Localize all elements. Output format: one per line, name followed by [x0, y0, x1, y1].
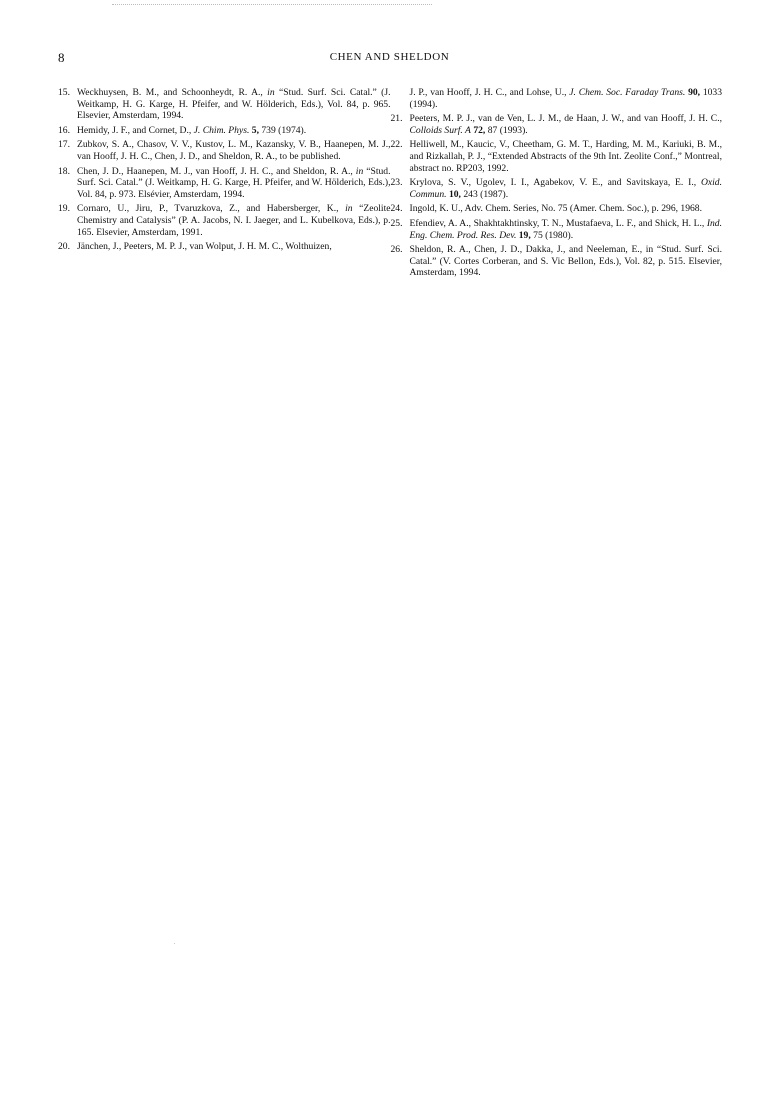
reference-text-segment: Oxid. Commun.: [409, 177, 722, 200]
page-number: 8: [58, 50, 65, 65]
reference-text-segment: Helliwell, M., Kaucic, V., Cheetham, G. M. T., Harding, M. M., Kariuki, B. M., and Rizkallah, P. J., “Extended Abstracts of the 9th Int. Zeolite Conf.,” Montreal, abstract no. RP203, 1992.: [409, 139, 722, 174]
reference-number: 21.: [390, 113, 403, 125]
reference-text-segment: Chen, J. D., Haanepen, M. J., van Hooff, J. H. C., and Sheldon, R. A.,: [77, 165, 356, 177]
reference-entry: [391, 203, 723, 215]
reference-text-segment: Sheldon, R. A., Chen, J. D., Dakka, J., and Neeleman, E., in “Stud. Surf. Sci. Catal.” (V. Cortes Corberan, and S. Vic Bellon, Eds.), Vol. 82, p. 515. Elsevier, Amsterdam, 1994.: [409, 244, 722, 279]
reference-number: 26.: [390, 244, 403, 256]
reference-number: 18.: [58, 165, 70, 177]
reference-text-segment: in: [355, 165, 364, 177]
reference-number: 16.: [58, 124, 70, 136]
reference-text-segment: 10,: [448, 188, 461, 200]
reference-entry: [58, 125, 391, 137]
reference-text-segment: J. P., van Hooff, J. H. C., and Lohse, U.,: [409, 87, 570, 98]
reference-text-segment: 72,: [473, 124, 486, 136]
reference-entry: [58, 139, 391, 162]
reference-columns: [58, 87, 722, 282]
reference-entry: [391, 244, 723, 279]
reference-text-segment: 739 (1974).: [258, 124, 307, 136]
reference-entry: [391, 218, 723, 241]
reference-entry: [58, 241, 391, 253]
reference-text-segment: 75 (1980).: [530, 229, 574, 241]
reference-continuation: [391, 87, 723, 110]
reference-number: 23.: [390, 177, 403, 189]
reference-text-segment: 1033 (1994).: [409, 87, 723, 110]
reference-text-segment: Ingold, K. U., Adv. Chem. Series, No. 75 (Amer. Chem. Soc.), p. 296, 1968.: [409, 203, 702, 215]
reference-number: 15.: [58, 87, 70, 98]
reference-entry: [58, 166, 391, 201]
reference-text-segment: Krylova, S. V., Ugolev, I. I., Agabekov, V. E., and Savitskaya, E. I.,: [409, 177, 701, 189]
reference-text-segment: Weckhuysen, B. M., and Schoonheydt, R. A.,: [77, 87, 268, 98]
reference-text-segment: 87 (1993).: [485, 124, 528, 136]
running-head: CHEN AND SHELDON: [329, 51, 450, 63]
reference-entry: [391, 139, 723, 174]
scan-speck: [174, 943, 175, 944]
reference-text-segment: Ind. Eng. Chem. Prod. Res. Dev.: [409, 217, 722, 241]
reference-text-segment: in: [345, 203, 353, 215]
reference-text-segment: Jänchen, J., Peeters, M. P. J., van Wolput, J. H. M. C., Wolthuizen,: [77, 241, 332, 253]
reference-text-segment: Zubkov, S. A., Chasov, V. V., Kustov, L. M., Kazansky, V. B., Haanepen, M. J., van Hooff, J. H. C., Chen, J. D., and Sheldon, R. A., to be published.: [77, 139, 391, 162]
reference-column-right: [391, 87, 723, 282]
reference-text-segment: 5,: [251, 124, 259, 136]
reference-entry: [391, 177, 723, 200]
reference-text-segment: “Stud. Surf. Sci. Catal.” (J. Weitkamp, H. G. Karge, H. Pfeifer, and W. Hölderich, Eds.), Vol. 84, p. 973. Elsévier, Amsterdam, 1994.: [77, 165, 391, 200]
reference-text-segment: J. Chim. Phys.: [193, 124, 250, 136]
reference-number: 22.: [390, 139, 403, 151]
reference-text-segment: “Stud. Surf. Sci. Catal.” (J. Weitkamp, H. G. Karge, H. Pfeifer, and W. Hölderich, Eds.), Vol. 84, p. 965. Elsevier, Amsterdam, 1994.: [77, 87, 391, 122]
reference-number: 19.: [58, 203, 70, 215]
reference-text-segment: “Zeolite Chemistry and Catalysis” (P. A. Jacobs, N. I. Jaeger, and L. Kubelkova, Eds.), p. 165. Elsevier, Amsterdam, 1991.: [77, 203, 391, 238]
reference-number: 24.: [390, 203, 403, 215]
reference-number: 20.: [58, 241, 70, 253]
reference-text-segment: Cornaro, U., Jiru, P., Tvaruzkova, Z., and Habersberger, K.,: [77, 203, 346, 215]
reference-text-segment: Hemidy, J. F., and Cornet, D.,: [77, 124, 194, 136]
reference-column-left: [58, 87, 391, 282]
reference-text-segment: 19,: [518, 229, 531, 241]
reference-entry: [391, 113, 723, 136]
reference-entry: [58, 87, 391, 122]
reference-number: 25.: [390, 217, 403, 229]
reference-text-segment: Peeters, M. P. J., van de Ven, L. J. M., de Haan, J. W., and van Hooff, J. H. C.,: [409, 113, 722, 125]
top-rule: [112, 4, 432, 5]
reference-text-segment: Colloids Surf. A: [409, 124, 471, 136]
reference-entry: [58, 203, 391, 238]
reference-number: 17.: [58, 139, 70, 151]
reference-text-segment: 90,: [688, 87, 701, 98]
reference-text-segment: in: [267, 87, 275, 98]
reference-text-segment: J. Chem. Soc. Faraday Trans.: [569, 87, 686, 98]
reference-text-segment: Efendiev, A. A., Shakhtakhtinsky, T. N., Mustafaeva, L. F., and Shick, H. L.,: [409, 217, 707, 229]
reference-text-segment: 243 (1987).: [460, 188, 509, 200]
